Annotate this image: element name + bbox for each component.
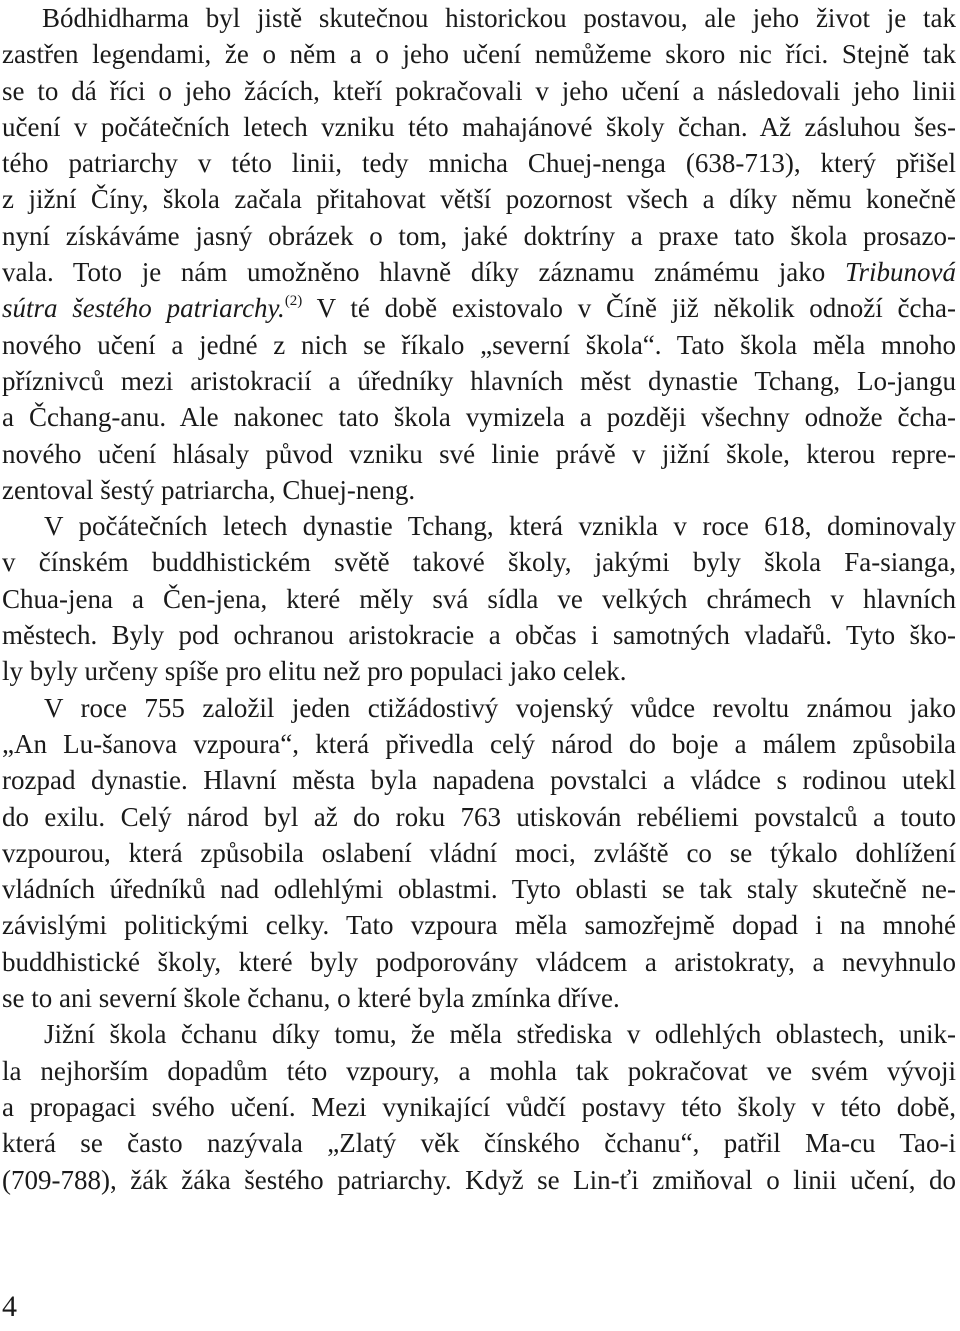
text-line: do exilu. Celý národ byl až do roku 763 utiskován rebéliemi povstalců a touto [2,801,956,832]
text-line: Jižní škola čchanu díky tomu, že měla střediska v odlehlých oblastech, unik- [44,1019,956,1050]
paragraph-4 [2,1016,956,1197]
text-segment: vala. Toto je nám umožněno hlavně díky záznamu známému jako [2,257,826,288]
paragraph-3 [2,690,956,1017]
text-line: V počátečních letech dynastie Tchang, která vznikla v roce 618, dominovaly [44,511,956,542]
text-line: která se často nazývala „Zlatý věk čínského čchanu“, patřil Ma-cu Tao-i [2,1128,956,1159]
body-text [2,0,956,1198]
text-line: (709-788), žák žáka šestého patriarchy. Když se Lin-ťi zmiňoval o linii učení, do [2,1164,956,1195]
paragraph-1 [2,0,956,508]
italic-title: Tribunová [844,257,956,288]
text-line: vládních úředníků nad odlehlými oblastmi. Tyto oblasti se tak staly skutečně ne- [2,874,956,905]
text-line: v čínském buddhistickém světě takové školy, jakými byly škola Fa-sianga, [2,547,956,578]
text-segment: V té době existovalo v Číně již několik odnoží čcha- [316,293,956,324]
text-line: se to dá říci o jeho žácích, kteří pokračovali v jeho učení a následovali jeho linii [2,75,956,106]
text-line: zastřen legendami, že o něm a o jeho učení nemůžeme skoro nic říci. Stejně tak [2,39,956,70]
text-line: se to ani severní škole čchanu, o které byla zmínka dříve. [2,983,620,1014]
text-line: buddhistické školy, které byly podporovány vládcem a aristokraty, a nevyhnulo [2,946,956,977]
text-line: vzpourou, která způsobila oslabení vládní moci, zvláště co se týkalo dohlížení [2,837,956,868]
text-line [2,290,956,326]
page-number: 4 [2,1290,17,1323]
text-line: učení v počátečních letech vzniku této mahajánové školy čchan. Až zásluhou šes- [2,111,956,142]
footnote-mark: (2) [284,293,303,310]
italic-title: sútra šestého patriarchy. [2,293,285,324]
text-line: příznivců mezi aristokracií a úředníky hlavních měst dynastie Tchang, Lo-jangu [2,365,956,396]
text-line: ly byly určeny spíše pro elitu než pro populaci jako celek. [2,656,627,687]
text-line: nového učení hlásaly původ vzniku své linie právě v jižní škole, kterou repre- [2,438,956,469]
text-line: nového učení a jedné z nich se říkalo „severní škola“. Tato škola měla mnoho [2,329,956,360]
paragraph-2 [2,508,956,689]
text-line: tého patriarchy v této linii, tedy mnicha Chuej-nenga (638-713), který přišel [2,148,956,179]
text-line: a propagaci svého učení. Mezi vynikající vůdčí postavy této školy v této době, [2,1091,956,1122]
text-line [2,254,956,290]
text-line: závislými politickými celky. Tato vzpoura měla samozřejmě dopad i na mnohé [2,910,956,941]
text-line: „An Lu-šanova vzpoura“, která přivedla celý národ do boje a málem způsobila [2,728,956,759]
text-line: V roce 755 založil jeden ctižádostivý vojenský vůdce revoltu známou jako [44,692,956,723]
text-line: městech. Byly pod ochranou aristokracie a občas i samotných vladařů. Tyto ško- [2,620,956,651]
text-line: a Čchang-anu. Ale nakonec tato škola vymizela a později všechny odnože čcha- [2,402,956,433]
text-line: z jižní Číny, škola začala přitahovat větší pozornost všech a díky němu konečně [2,184,956,215]
text-line: nyní získáváme jasný obrázek o tom, jaké doktríny a praxe tato škola prosazo- [2,220,956,251]
text-line: rozpad dynastie. Hlavní města byla napadena povstalci a vládce s rodinou utekl [2,765,956,796]
text-line: Chua-jena a Čen-jena, které měly svá sídla ve velkých chrámech v hlavních [2,583,956,614]
text-line: Bódhidharma byl jistě skutečnou historickou postavou, ale jeho život je tak [42,3,956,33]
text-line: zentoval šestý patriarcha, Chuej-neng. [2,474,416,505]
text-line: la nejhorším dopadům této vzpoury, a mohla tak pokračovat ve svém vývoji [2,1055,956,1086]
